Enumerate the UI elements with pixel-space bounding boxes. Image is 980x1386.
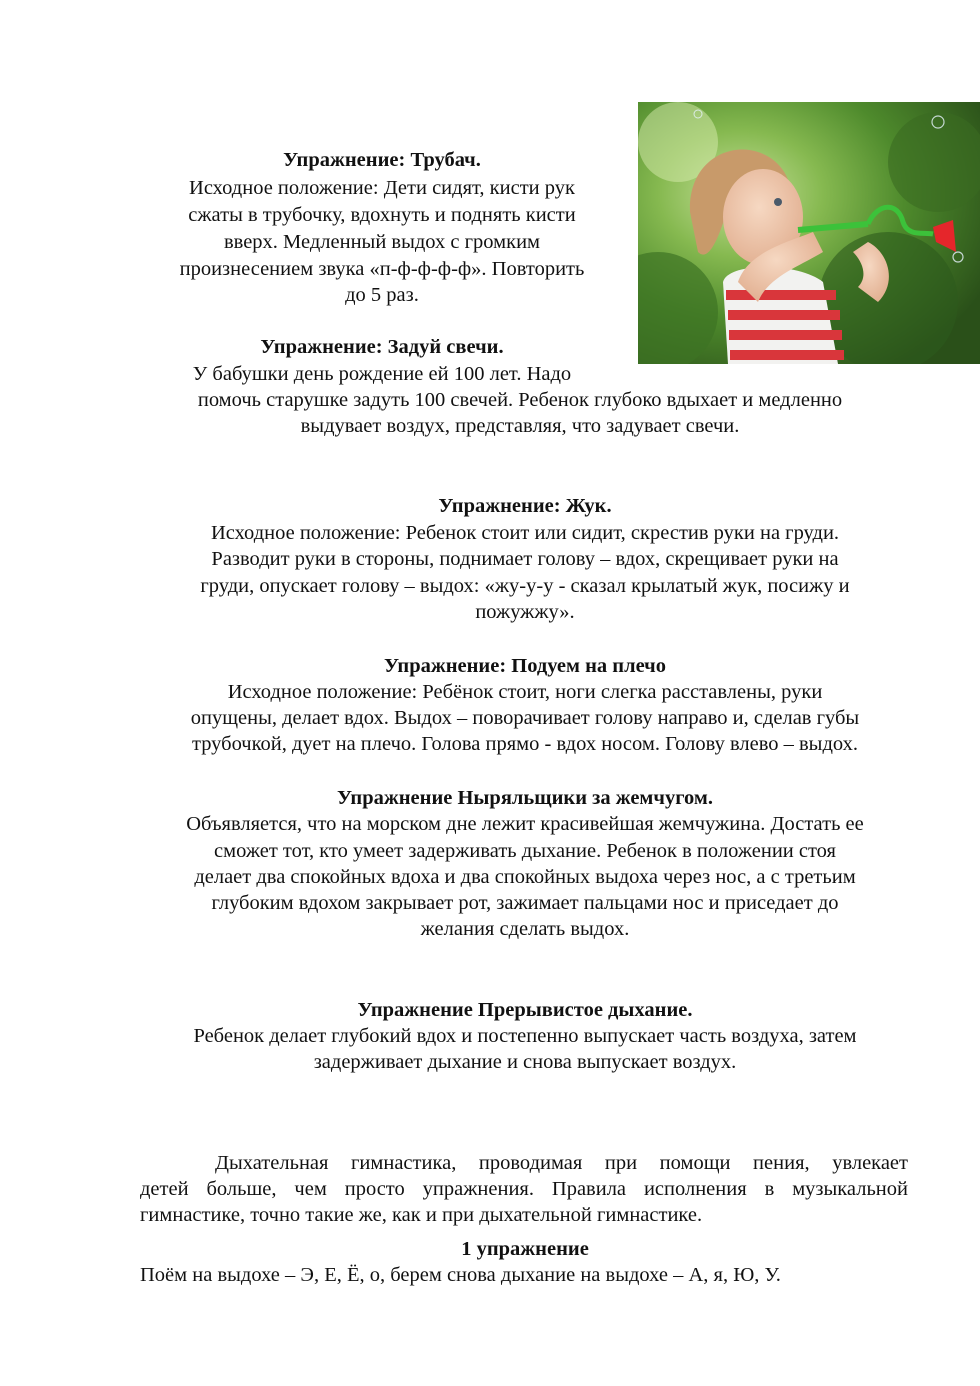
shoulder-title: Упражнение: Подуем на плечо	[384, 655, 666, 677]
divers-title: Упражнение Ныряльщики за жемчугом.	[337, 787, 713, 809]
child-photo	[638, 102, 980, 364]
candles-line: У бабушки день рождение ей 100 лет. Надо	[192, 363, 572, 385]
child-illustration	[638, 102, 980, 364]
intermittent-line: Ребенок делает глубокий вдох и постепенно выпускает часть воздуха, затем	[193, 1025, 857, 1047]
divers-line: сможет тот, кто умеет задерживать дыхание. Ребенок в положении стоя	[214, 840, 836, 862]
intermittent-line: задерживает дыхание и снова выпускает воздух.	[313, 1051, 737, 1073]
candles-title: Упражнение: Задуй свечи.	[260, 336, 504, 358]
shoulder-line: опущены, делает вдох. Выдох – поворачивает голову направо и, сделав губы	[190, 707, 860, 729]
intermittent-title: Упражнение Прерывистое дыхание.	[357, 999, 693, 1021]
trumpet-line: Исходное положение: Дети сидят, кисти рук	[189, 177, 575, 199]
divers-line: делает два спокойных вдоха и два спокойных выдоха через нос, а с третьим	[194, 866, 856, 888]
trumpet-line: сжаты в трубочку, вдохнуть и поднять кисти	[188, 204, 576, 226]
shoulder-line: Исходное положение: Ребёнок стоит, ноги слегка расставлены, руки	[227, 681, 823, 703]
divers-line: желания сделать выдох.	[420, 918, 630, 940]
beetle-line: Исходное положение: Ребенок стоит или сидит, скрестив руки на груди.	[210, 522, 840, 544]
paragraph-line: детей больше, чем просто упражнения. Правила исполнения в музыкальной	[140, 1177, 908, 1200]
trumpet-title: Упражнение: Трубач.	[283, 149, 481, 171]
beetle-line: груди, опускает голову – выдох: «жу-у-у - сказал крылатый жук, посижу и	[200, 575, 850, 597]
divers-line: глубоким вдохом закрывает рот, зажимает пальцами нос и приседает до	[211, 892, 839, 914]
exercise1-title: 1 упражнение	[461, 1238, 589, 1260]
paragraph-line: Дыхательная гимнастика, проводимая при помощи пения, увлекает	[215, 1151, 908, 1174]
exercise1-text: Поём на выдохе – Э, Е, Ё, о, берем снова дыхание на выдохе – А, я, Ю, У.	[140, 1264, 781, 1286]
trumpet-line: до 5 раз.	[345, 284, 419, 306]
candles-line: выдувает воздух, представляя, что задувает свечи.	[300, 415, 740, 437]
paragraph-line: гимнастике, точно такие же, как и при дыхательной гимнастике.	[140, 1203, 703, 1226]
trumpet-line: вверх. Медленный выдох с громким	[223, 231, 541, 253]
shoulder-line: трубочкой, дует на плечо. Голова прямо - вдох носом. Голову влево – выдох.	[191, 733, 858, 755]
beetle-line: Разводит руки в стороны, поднимает голову – вдох, скрещивает руки на	[211, 548, 839, 570]
candles-line: помочь старушке задуть 100 свечей. Ребенок глубоко вдыхает и медленно	[197, 389, 843, 411]
beetle-title: Упражнение: Жук.	[438, 495, 612, 517]
divers-line: Объявляется, что на морском дне лежит красивейшая жемчужина. Достать ее	[186, 813, 864, 835]
trumpet-line: произнесением звука «п-ф-ф-ф-ф». Повторить	[179, 258, 585, 280]
beetle-line: пожужжу».	[475, 601, 575, 623]
